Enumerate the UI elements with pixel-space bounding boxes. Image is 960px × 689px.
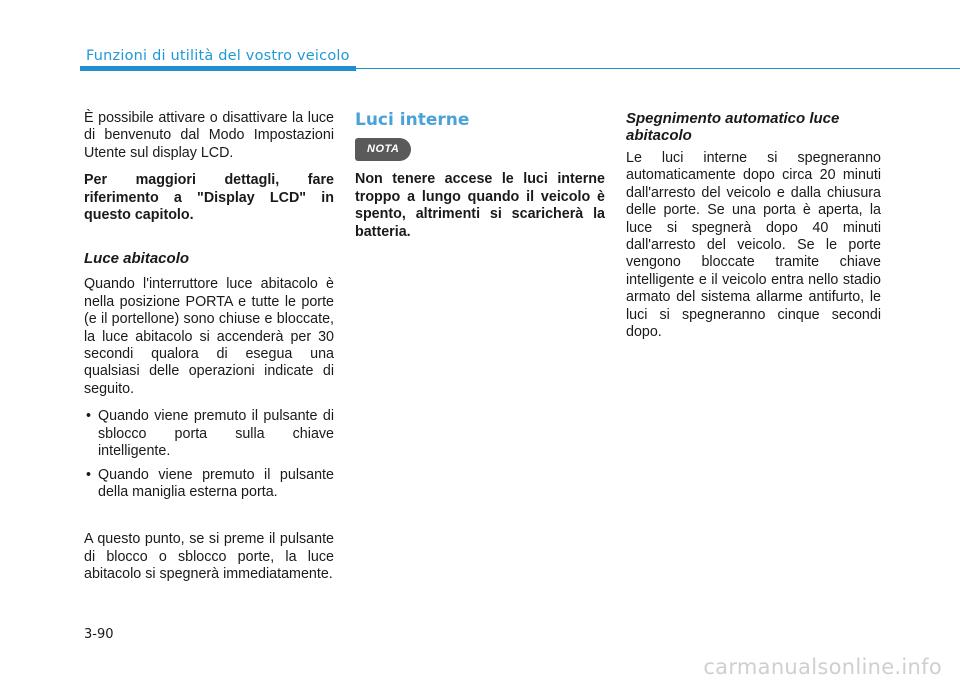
nota-badge: NOTA	[355, 138, 411, 161]
intro-paragraph: È possibile attivare o disattivare la luce di benvenuto dal Modo Impostazioni Utente sul display LCD.	[84, 110, 334, 161]
subheading-spegnimento: Spegnimento automatico luce abitacolo	[626, 110, 840, 144]
subheading-luce-abitacolo: Luce abitacolo	[84, 250, 190, 268]
section-title: Funzioni di utilità del vostro veicolo	[86, 48, 350, 64]
body-paragraph: Le luci interne si spegneranno automaticamente dopo circa 20 minuti dall'arresto del veicolo e dalla chiusura delle porte. Se una porta è aperta, la luce si spegnerà dopo 40 minuti dall'arresto del veicolo. Se le porte vengono bloccate tramite chiave intelligente e il veicolo entra nello stadio armato del sistema allarme antifurto, le luci si spegneranno cinque secondi dopo.	[626, 150, 881, 341]
column-left	[84, 110, 334, 594]
column-middle	[355, 110, 605, 251]
column-right	[626, 110, 881, 351]
bullet-list	[84, 408, 334, 501]
list-item: • Quando viene premuto il pulsante della maniglia esterna porta.	[84, 467, 334, 502]
section-heading-luci-interne: Luci interne	[355, 110, 470, 130]
page-number: 3-90	[84, 627, 114, 642]
list-item: • Quando viene premuto il pulsante di sblocco porta sulla chiave intelligente.	[84, 408, 334, 460]
reference-paragraph: Per maggiori dettagli, fare riferimento a "Display LCD" in questo capitolo.	[84, 172, 334, 224]
nota-text: Non tenere accese le luci interne troppo a lungo quando il veicolo è spento, altrimenti si scaricherà la batteria.	[355, 171, 605, 240]
watermark: carmanualsonline.info	[703, 655, 942, 679]
header-accent-bar	[80, 66, 356, 71]
header-rule	[356, 68, 960, 69]
body-paragraph: Quando l'interruttore luce abitacolo è nella posizione PORTA e tutte le porte (e il portellone) sono chiuse e bloccate, la luce abitacolo si accenderà per 30 secondi qualora di esegua una qualsiasi delle operazioni indicate di seguito.	[84, 276, 334, 397]
closing-paragraph: A questo punto, se si preme il pulsante di blocco o sblocco porte, la luce abitacolo si spegnerà immediatamente.	[84, 531, 334, 583]
